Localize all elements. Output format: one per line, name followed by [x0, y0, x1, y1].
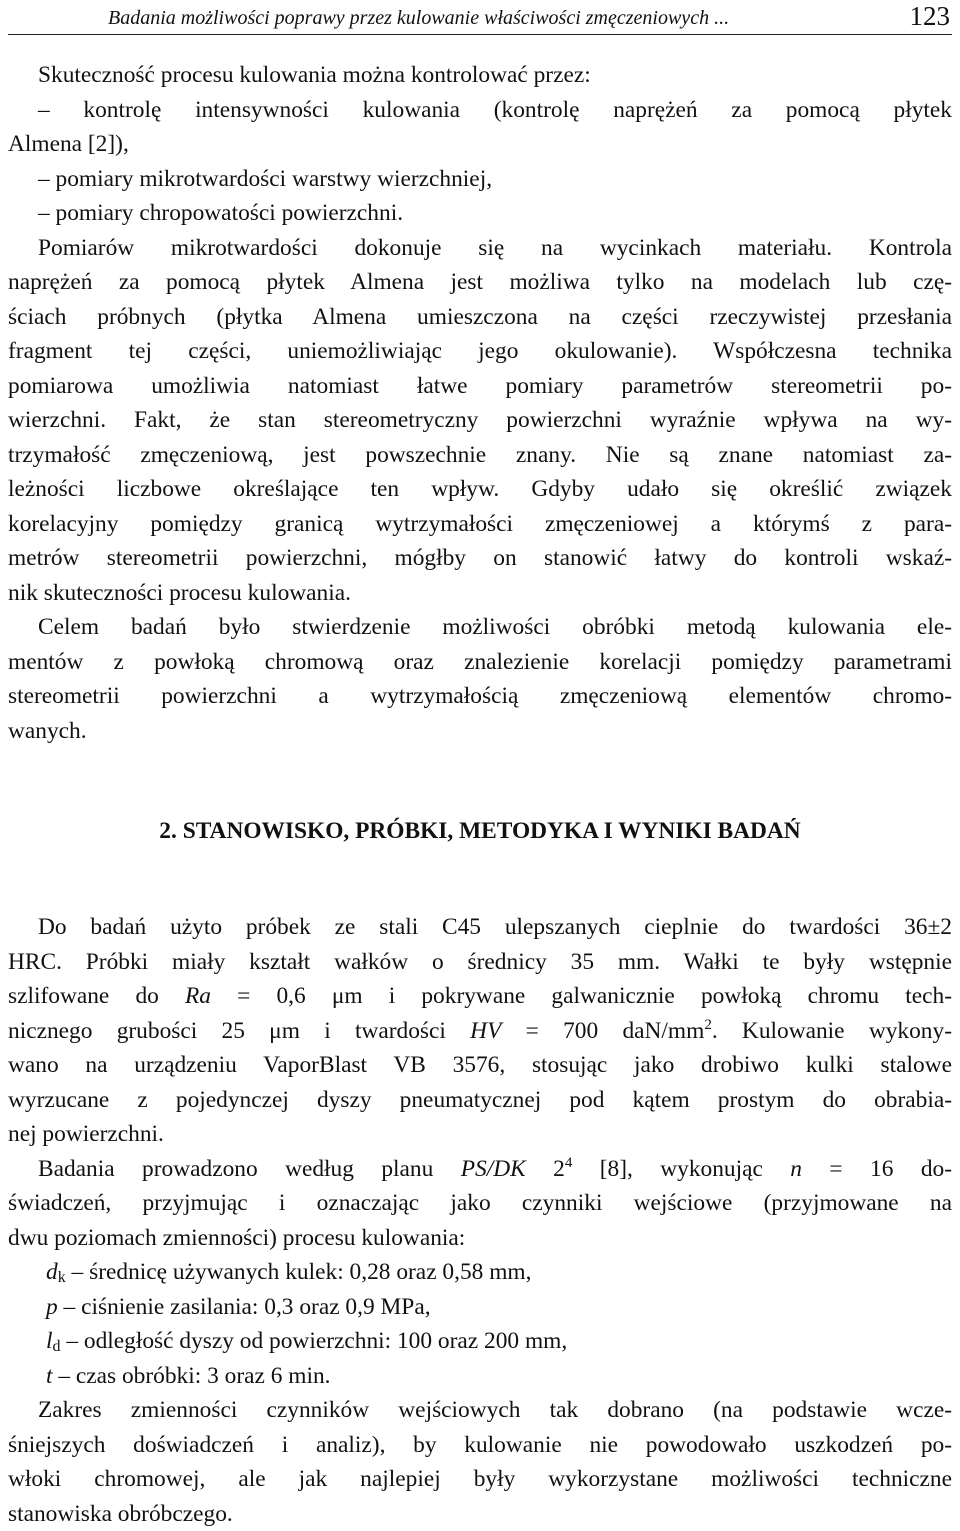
paragraph-2	[8, 610, 952, 748]
factor-item	[8, 1255, 952, 1290]
factor-list	[8, 1255, 952, 1393]
factor-symbol: p	[46, 1294, 58, 1320]
paragraph-line: włoki chromowej, ale jak najlepiej były wykorzystane możliwości techniczne	[8, 1462, 952, 1497]
intro-block	[8, 58, 952, 231]
factor-symbol: d	[46, 1259, 58, 1285]
intro-list-item-1: – kontrolę intensywności kulowania (kontrolę naprężeń za pomocą płytek	[8, 93, 952, 128]
symbol-hv: HV	[470, 1018, 501, 1044]
paragraph-line: ściach próbnych (płytka Almena umieszczona na części rzeczywistej przesłania	[8, 300, 952, 335]
intro-list-item-3: – pomiary chropowatości powierzchni.	[8, 196, 952, 231]
factor-item	[8, 1359, 952, 1394]
running-header	[8, 0, 952, 35]
intro-list-item-1-cont: Almena [2]),	[8, 127, 952, 162]
factor-symbol: l	[46, 1328, 53, 1354]
symbol-n: n	[790, 1156, 802, 1182]
factor-item	[8, 1324, 952, 1359]
paragraph-line: nej powierzchni.	[8, 1117, 952, 1152]
paragraph-line: pomiarowa umożliwia natomiast łatwe pomiary parametrów stereometrii po-	[8, 369, 952, 404]
paragraph-line: wano na urządzeniu VaporBlast VB 3576, stosując jako drobiwo kulki stalowe	[8, 1048, 952, 1083]
text-run: szlifowane do	[8, 983, 185, 1009]
section-heading: 2. STANOWISKO, PRÓBKI, METODYKA I WYNIKI BADAŃ	[8, 814, 952, 848]
factor-text: – odległość dyszy od powierzchni: 100 oraz 200 mm,	[61, 1328, 568, 1354]
factor-text: – ciśnienie zasilania: 0,3 oraz 0,9 MPa,	[58, 1294, 431, 1320]
paragraph-line: trzymałość zmęczeniową, jest powszechnie znany. Nie są znane natomiast za-	[8, 438, 952, 473]
paragraph-line: fragment tej części, uniemożliwiając jego okulowanie). Współczesna technika	[8, 334, 952, 369]
superscript: 2	[704, 1017, 712, 1033]
text-run: 2	[526, 1156, 565, 1182]
text-run: Badania prowadzono według planu	[38, 1156, 461, 1182]
paragraph-line: Celem badań było stwierdzenie możliwości obróbki metodą kulowania ele-	[8, 610, 952, 645]
paragraph-line: Pomiarów mikrotwardości dokonuje się na wycinkach materiału. Kontrola	[8, 231, 952, 266]
factor-text: – średnicę używanych kulek: 0,28 oraz 0,58 mm,	[66, 1259, 532, 1285]
paragraph-4	[8, 1152, 952, 1256]
paragraph-line: wierzchni. Fakt, że stan stereometryczny powierzchni wyraźnie wpływa na wy-	[8, 403, 952, 438]
paragraph-line	[8, 1014, 952, 1049]
factor-symbol: t	[46, 1363, 53, 1389]
paragraph-5	[8, 1393, 952, 1531]
paragraph-line: mentów z powłoką chromową oraz znalezienie korelacji pomiędzy parametrami	[8, 645, 952, 680]
intro-list-item-2: – pomiary mikrotwardości warstwy wierzchniej,	[8, 162, 952, 197]
paragraph-line: naprężeń za pomocą płytek Almena jest możliwa tylko na modelach lub czę-	[8, 265, 952, 300]
text-run: . Kulowanie wykony-	[712, 1018, 952, 1044]
intro-lead: Skuteczność procesu kulowania można kontrolować przez:	[8, 58, 952, 93]
factor-subscript: k	[58, 1269, 66, 1286]
running-title: Badania możliwości poprawy przez kulowanie właściwości zmęczeniowych ...	[108, 7, 729, 30]
text-run: [8], wykonując	[572, 1156, 790, 1182]
paragraph-line: wyrzucane z pojedynczej dyszy pneumatycznej pod kątem prostym do obrabia-	[8, 1083, 952, 1118]
text-run: = 0,6 μm i pokrywane galwanicznie powłoką chromu tech-	[211, 983, 952, 1009]
paragraph-line: śniejszych doświadczeń i analiz), by kulowanie nie powodowało uszkodzeń po-	[8, 1428, 952, 1463]
paragraph-line: dwu poziomach zmienności) procesu kulowania:	[8, 1221, 952, 1256]
text-run: = 16 do-	[802, 1156, 952, 1182]
paragraph-line: Do badań użyto próbek ze stali C45 ulepszanych cieplnie do twardości 36±2	[8, 910, 952, 945]
paragraph-line: stanowiska obróbczego.	[8, 1497, 952, 1531]
page-number: 123	[910, 2, 951, 30]
factor-subscript: d	[53, 1338, 61, 1355]
paragraph-line: świadczeń, przyjmując i oznaczając jako czynniki wejściowe (przyjmowane na	[8, 1186, 952, 1221]
paragraph-line: korelacyjny pomiędzy granicą wytrzymałości zmęczeniowej a którymś z para-	[8, 507, 952, 542]
paragraph-line: leżności liczbowe określające ten wpływ. Gdyby udało się określić związek	[8, 472, 952, 507]
paragraph-1	[8, 231, 952, 611]
paragraph-3	[8, 910, 952, 1152]
text-run: nicznego grubości 25 μm i twardości	[8, 1018, 470, 1044]
paragraph-line: HRC. Próbki miały kształt wałków o średnicy 35 mm. Wałki te były wstępnie	[8, 945, 952, 980]
factor-text: – czas obróbki: 3 oraz 6 min.	[53, 1363, 331, 1389]
paragraph-line: stereometrii powierzchni a wytrzymałością zmęczeniową elementów chromo-	[8, 679, 952, 714]
symbol-plan: PS/DK	[461, 1156, 526, 1182]
paragraph-line: nik skuteczności procesu kulowania.	[8, 576, 952, 611]
superscript: 4	[565, 1155, 573, 1171]
paragraph-line: wanych.	[8, 714, 952, 749]
text-run: = 700 daN/mm	[501, 1018, 704, 1044]
symbol-ra: Ra	[185, 983, 211, 1009]
paragraph-line	[8, 1152, 952, 1187]
paragraph-line: metrów stereometrii powierzchni, mógłby on stanowić łatwy do kontroli wskaź-	[8, 541, 952, 576]
paragraph-line	[8, 979, 952, 1014]
paragraph-line: Zakres zmienności czynników wejściowych tak dobrano (na podstawie wcze-	[8, 1393, 952, 1428]
factor-item	[8, 1290, 952, 1325]
